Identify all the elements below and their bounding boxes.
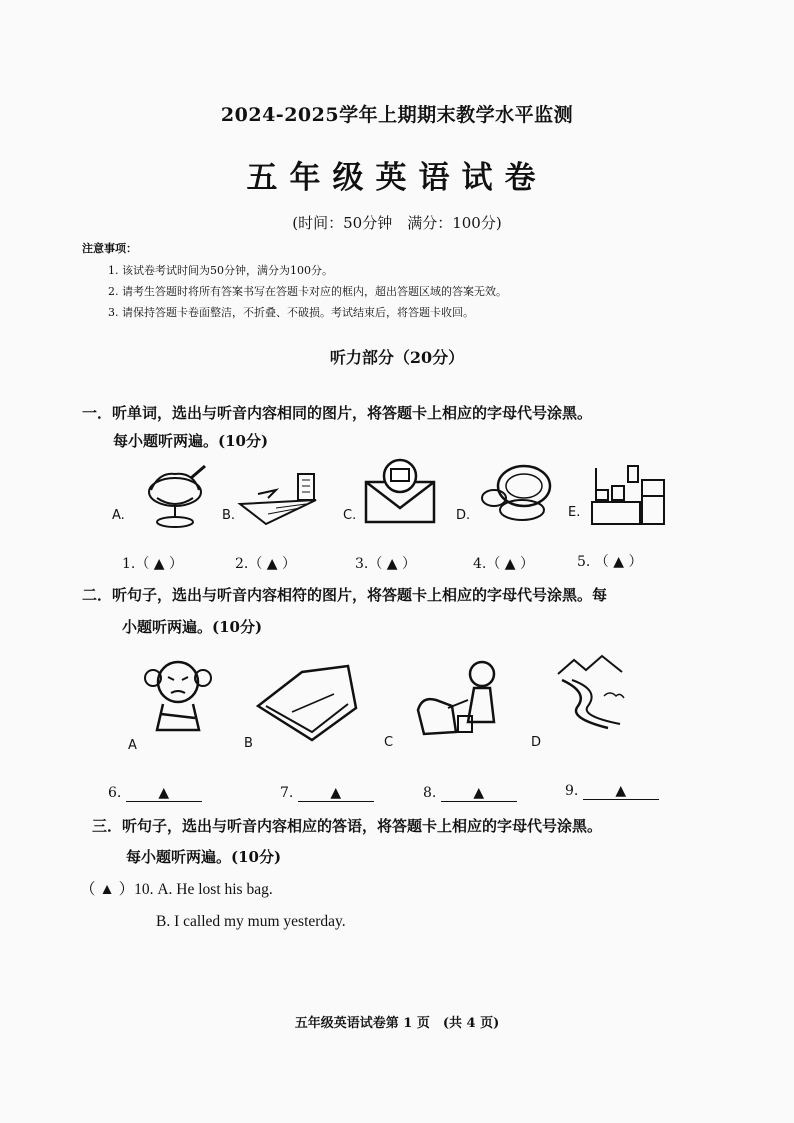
answer-9-blank[interactable]: ▲ — [583, 783, 659, 800]
note-3: 3. 请保持答题卡卷面整洁，不折叠、不破损。考试结束后，将答题卡收回。 — [108, 306, 474, 319]
time-info: (时间：50分钟 满分：100分) — [292, 214, 502, 232]
option-a: A. — [112, 508, 125, 523]
answer-4[interactable]: 4.（ ▲ ） — [473, 556, 535, 572]
question-10-option-b[interactable]: B. I called my mum yesterday. — [156, 913, 346, 930]
airport-icon — [236, 468, 326, 530]
option-2b: B — [244, 736, 253, 751]
answer-7[interactable] — [280, 785, 374, 802]
answer-1[interactable]: 1.（ ▲ ） — [122, 556, 184, 572]
section1-instruction: 一．听单词，选出与听音内容相同的图片，将答题卡上相应的字母代号涂黑。 — [82, 404, 593, 422]
option-2c: C — [384, 735, 394, 750]
exam-title: 五年级英语试卷 — [246, 160, 548, 196]
answer-6[interactable] — [108, 785, 202, 802]
answer-8-blank[interactable]: ▲ — [441, 785, 517, 802]
answer-8[interactable] — [423, 785, 517, 802]
exam-header: 2024-2025学年上期期末教学水平监测 — [220, 104, 574, 126]
answer-6-number: 6. — [108, 785, 122, 801]
option-2d: D — [531, 735, 542, 750]
page-footer: 五年级英语试卷第 1 页 (共 4 页) — [294, 1016, 500, 1031]
option-b: B. — [222, 508, 236, 523]
answer-2[interactable]: 2.（ ▲ ） — [235, 556, 297, 572]
section2-instruction: 二．听句子，选出与听音内容相符的图片，将答题卡上相应的字母代号涂黑。每 — [82, 586, 608, 604]
answer-6-blank[interactable]: ▲ — [126, 785, 202, 802]
pencil-case-icon — [252, 660, 362, 744]
answer-7-number: 7. — [280, 785, 294, 801]
section3-instruction: 三．听句子，选出与听音内容相应的答语，将答题卡上相应的字母代号涂黑。 — [92, 817, 603, 835]
section2-instruction-2: 小题听两遍。(10分) — [122, 618, 263, 636]
listening-heading: 听力部分（20分） — [329, 348, 465, 367]
bowl-icon — [476, 460, 556, 528]
section1-instruction-2: 每小题听两遍。(10分) — [113, 432, 269, 450]
ice-cream-icon — [135, 462, 215, 532]
answer-9-number: 9. — [565, 783, 579, 799]
angry-girl-icon — [143, 652, 213, 736]
section3-instruction-2: 每小题听两遍。(10分) — [126, 848, 282, 866]
answer-5[interactable]: 5. （ ▲ ） — [577, 554, 643, 570]
option-c: C. — [343, 508, 357, 523]
kitchen-icon — [588, 462, 670, 528]
answer-8-number: 8. — [423, 785, 437, 801]
notes-heading: 注意事项： — [82, 242, 137, 255]
man-with-dog-icon — [412, 656, 508, 742]
river-landscape-icon — [548, 652, 634, 732]
email-icon — [360, 456, 440, 526]
answer-3[interactable]: 3.（ ▲ ） — [355, 556, 417, 572]
answer-7-blank[interactable]: ▲ — [298, 785, 374, 802]
note-1: 1. 该试卷考试时间为50分钟，满分为100分。 — [108, 264, 333, 277]
answer-9[interactable] — [565, 783, 659, 800]
note-2: 2. 请考生答题时将所有答案书写在答题卡对应的框内，超出答题区域的答案无效。 — [108, 285, 507, 298]
option-d: D. — [456, 508, 471, 523]
option-e: E. — [568, 505, 581, 520]
option-2a: A — [128, 738, 137, 753]
question-10[interactable]: （ ▲ ）10. A. He lost his bag. — [80, 881, 273, 898]
